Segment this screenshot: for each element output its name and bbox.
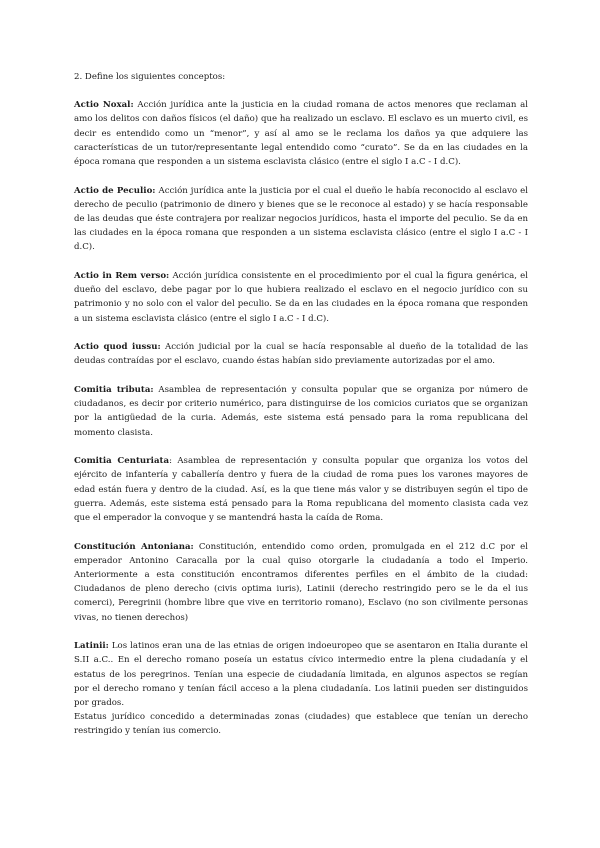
entry-definition: Acción jurídica consistente en el procedimiento por el cual la figura genérica, el dueño del esclavo, debe pagar por lo que hubiera realizado el esclavo en el negocio jurídico con su patrimonio y no solo con el valor del peculio. Se da en las ciudades en la época romana que responden a un sistema esclavista clásico (entre el siglo I a.C - I d.C). [74,271,528,324]
question-heading: 2. Define los siguientes conceptos: [74,72,226,82]
entry-comitia-tributa [74,383,528,440]
entry-definition: Constitución, entendido como orden, promulgada en el 212 d.C por el emperador Antonino Caracalla por la cual quiso otorgarle la ciudadanía a todo el Imperio. Anteriormente a esta constitución encontramos diferentes perfiles en el ámbito de la ciudad: Ciudadanos de pleno derecho (civis optima iuris), Latinii (derecho restringido pero se le da el ius comerci), Peregrinii (hombre libre que vive en territorio romano), Esclavo (no son civilmente personas vivas, no tienen derechos) [74,541,528,623]
entry-latinii [74,639,528,710]
entry-term: Comitia tributa: [74,385,154,396]
entry-term: Actio de Peculio: [74,185,156,196]
entry-constitucion-antoniana [74,540,528,625]
entry-definition: Acción judicial por la cual se hacía responsable al dueño de la totalidad de las deudas contraídas por el esclavo, cuando éstas habían sido previamente autorizadas por el amo. [74,342,528,367]
entry-latinii-extra: Estatus jurídico concedido a determinadas zonas (ciudades) que establece que tenían un derecho restringido y tenían ius comercio. [74,712,528,737]
entry-definition: : Asamblea de representación y consulta popular que organiza los votos del ejército de infantería y caballería dentro y fuera de la ciudad de roma pues los varones mayores de edad están fuera y dentro de la ciudad. Así, es la que tiene más valor y se distribuyen según el tipo de guerra. Además, este sistema está pensado para la Roma republicana del momento clasista cada vez que el emperador la convoque y se mantendrá hasta la caída de Roma. [74,456,528,524]
entry-actio-de-peculio [74,184,528,255]
entry-term: Constitución Antoniana: [74,541,194,552]
entry-term: Latinii: [74,641,109,652]
entry-actio-noxal [74,98,528,169]
entry-definition: Acción jurídica ante la justicia en la ciudad romana de actos menores que reclaman al amo los delitos con daños físicos (el daño) que ha realizado un esclavo. El esclavo es un muerto civil, es decir es entendido como un “menor”, y así al amo se le reclama los daños ya que adquiere las características de un tutor/representante legal entendido como “curato”. Se da en las ciudades en la época romana que responden a un sistema esclavista clásico (entre el siglo I a.C - I d.C). [74,100,528,168]
entry-definition: Asamblea de representación y consulta popular que se organiza por número de ciudadanos, es decir por criterio numérico, para distinguirse de los comicios curiatos que se organizan por la antigüedad de la curia. Además, este sistema está pensado para la roma republicana del momento clasista. [74,385,529,438]
entry-definition: Acción jurídica ante la justicia por el cual el dueño le había reconocido al esclavo el derecho de peculio (patrimonio de dinero y bienes que se le reconoce al estado) y se hacía responsable de las deudas que éste contrajera por realizar negocios jurídicos, hasta el importe del peculio. Se da en las ciudades en la época romana que responden a un sistema esclavista clásico (entre el siglo I a.C - I d.C). [74,185,528,253]
document-page [74,70,528,739]
entry-term: Comitia Centuriata [74,456,170,467]
entry-term: Actio Noxal: [74,100,134,111]
entry-definition: Los latinos eran una de las etnias de origen indoeuropeo que se asentaron en Italia durante el S.II a.C.. En el derecho romano poseía un estatus cívico intermedio entre la plena ciudadanía y el estatus de los peregrinos. Tenían una especie de ciudadanía limitada, en algunos aspectos se regían por el derecho romano y tenían fácil acceso a la plena ciudadanía. Los latinii pueden ser distinguidos por grados. [74,641,528,709]
entry-term: Actio in Rem verso: [74,271,170,282]
entry-actio-quod-iussu [74,340,528,368]
entry-actio-in-rem-verso [74,269,528,326]
entry-comitia-centuriata [74,454,528,525]
entry-term: Actio quod iussu: [74,342,161,353]
